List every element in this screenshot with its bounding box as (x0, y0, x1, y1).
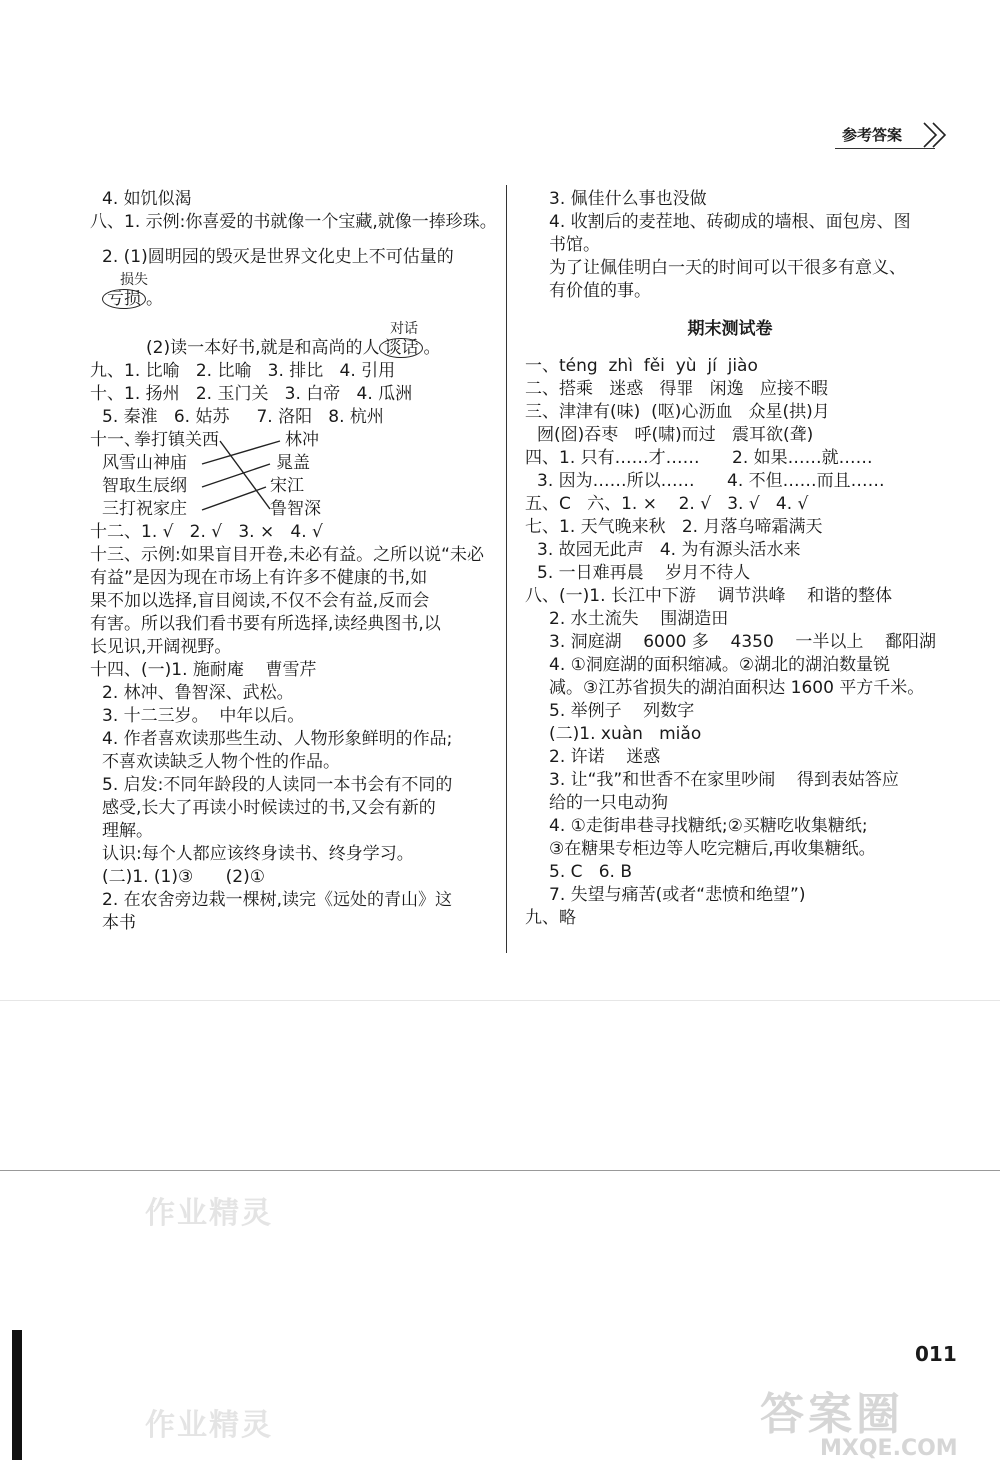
header-label: 参考答案 (842, 126, 903, 144)
answer-line: 2. 水土流失 围湖造田 (549, 609, 729, 629)
chevron-right-icon (920, 120, 956, 150)
answer-line: 5. C 6. B (549, 862, 632, 882)
answer-line: 感受,长大了再读小时候读过的书,又会有新的 (102, 798, 436, 818)
answer-line: 书馆。 (549, 235, 600, 255)
answer-line: 5. 秦淮 6. 姑苏 7. 洛阳 8. 杭州 (102, 407, 384, 427)
answer-line: 2. 在农舍旁边栽一棵树,读完《远处的青山》这 (102, 890, 453, 910)
answer-line: 7. 失望与痛苦(或者“悲愤和绝望”) (549, 885, 806, 905)
match-left-item: 智取生辰纲 (102, 476, 187, 496)
annotation-text: 对话 (390, 321, 418, 337)
header-rule (835, 148, 935, 149)
header-label-box (838, 120, 958, 150)
section-title: 期末测试卷 (687, 319, 773, 339)
answer-line: 七、1. 天气晚来秋 2. 月落乌啼霜满天 (525, 517, 823, 537)
answer-line: 3. 洞庭湖 6000 多 4350 一半以上 鄱阳湖 (549, 632, 937, 652)
match-right-item: 宋江 (270, 476, 304, 496)
answer-line: 3. 让“我”和世香不在家里吵闹 得到表姑答应 (549, 770, 899, 790)
watermark-logo-text: 答案圈 (760, 1389, 904, 1440)
watermark-url: MXQE.COM (820, 1436, 958, 1461)
answer-line: 5. 一日难再晨 岁月不待人 (537, 563, 751, 583)
answer-line: ③在糖果专柜边等人吃完糖后,再收集糖纸。 (549, 839, 876, 859)
matching-exercise (90, 429, 490, 521)
answer-line: 亏损 。 (90, 288, 490, 311)
match-right-item: 晁盖 (276, 453, 310, 473)
answer-line: 十四、(一)1. 施耐庵 曹雪芹 (90, 660, 317, 680)
answer-line: 二、搭乘 迷惑 得罪 闲逸 应接不暇 (525, 379, 828, 399)
match-left-item: 三打祝家庄 (102, 499, 187, 519)
column-divider (506, 185, 507, 953)
match-left-item: 风雪山神庙 (102, 453, 187, 473)
answer-line: 八、1. 示例:你喜爱的书就像一个宝藏,就像一捧珍珠。 (90, 212, 497, 232)
answer-line: 果不加以选择,盲目阅读,不仅不会有益,反而会 (90, 591, 430, 611)
answer-line: 4. ①走街串巷寻找糖纸;②买糖吃收集糖纸; (549, 816, 868, 836)
answer-line: 长见识,开阔视野。 (90, 637, 232, 657)
answer-line: 2. (1)圆明园的毁灭是世界文化史上不可估量的 (102, 247, 454, 267)
watermark-text: 作业精灵 (145, 1408, 273, 1443)
answer-line: 九、1. 比喻 2. 比喻 3. 排比 4. 引用 (90, 361, 396, 381)
answer-line: 三、津津有(味) (呕)心沥血 众星(拱)月 (525, 402, 830, 422)
answer-line: 减。③江苏省损失的湖泊面积达 1600 平方千米。 (549, 678, 925, 698)
page-number: 011 (915, 1342, 957, 1366)
answer-line: 4. 收割后的麦茬地、砖砌成的墙根、面包房、图 (549, 212, 911, 232)
answer-line: 五、C 六、1. × 2. √ 3. √ 4. √ (525, 494, 809, 514)
circled-word: 谈话 (379, 338, 423, 358)
answer-line: 有益”是因为现在市场上有许多不健康的书,如 (90, 568, 428, 588)
answer-line: (二)1. (1)③ (2)① (102, 867, 265, 887)
answer-line: 4. ①洞庭湖的面积缩减。②湖北的湖泊数量锐 (549, 655, 891, 675)
answer-line: 5. 启发:不同年龄段的人读同一本书会有不同的 (102, 775, 453, 795)
answer-line: 3. 故园无此声 4. 为有源头活水来 (537, 540, 801, 560)
circled-word: 亏损 (102, 289, 146, 309)
answer-line: 5. 举例子 列数字 (549, 701, 695, 721)
match-right-item: 林冲 (285, 430, 319, 450)
match-left-item: 拳打镇关西 (134, 430, 219, 450)
page-rule (0, 1170, 1000, 1171)
answer-line: 一、téng zhì fěi yù jí jiào (525, 356, 758, 376)
matching-lines (90, 429, 290, 521)
annotation-text: 损失 (120, 272, 148, 288)
answer-line: 八、(一)1. 长江中下游 调节洪峰 和谐的整体 (525, 586, 893, 606)
answer-line: 不喜欢读缺乏人物个性的作品。 (102, 752, 340, 772)
scan-edge (12, 1330, 22, 1460)
answer-line: 认识:每个人都应该终身读书、终身学习。 (102, 844, 414, 864)
answer-line: 2. 林冲、鲁智深、武松。 (102, 683, 294, 703)
answer-line: 为了让佩佳明白一天的时间可以干很多有意义、 (549, 258, 906, 278)
answer-line: 4. 作者喜欢读那些生动、人物形象鲜明的作品; (102, 729, 453, 749)
answer-line: 有价值的事。 (549, 281, 651, 301)
match-right-item: 鲁智深 (270, 499, 321, 519)
answer-line: 2. 许诺 迷惑 (549, 747, 661, 767)
answer-line: 九、略 (525, 908, 576, 928)
right-column (525, 188, 955, 930)
answer-line: 有害。所以我们看书要有所选择,读经典图书,以 (90, 614, 441, 634)
answer-line: 给的一只电动狗 (549, 793, 668, 813)
answer-line: (2)读一本好书,就是和高尚的人 谈话 。 (146, 338, 441, 358)
answer-line: (二)1. xuàn miǎo (549, 724, 702, 744)
answer-line: 十二、1. √ 2. √ 3. × 4. √ (90, 522, 323, 542)
answer-line: 3. 因为……所以…… 4. 不但……而且…… (537, 471, 885, 491)
answer-line: 囫(囵)吞枣 呼(啸)而过 震耳欲(聋) (537, 425, 814, 445)
answer-line: 3. 十二三岁。 中年以后。 (102, 706, 305, 726)
match-prefix: 十一、 (90, 430, 141, 450)
answer-line: 十三、示例:如果盲目开卷,未必有益。之所以说“未必 (90, 545, 484, 565)
answer-line: 4. 如饥似渴 (102, 189, 192, 209)
faint-rule (0, 1000, 1000, 1001)
answer-line: 3. 佩佳什么事也没做 (549, 189, 707, 209)
answer-line: 十、1. 扬州 2. 玉门关 3. 白帝 4. 瓜洲 (90, 384, 413, 404)
answer-line: 四、1. 只有……才…… 2. 如果……就…… (525, 448, 873, 468)
left-column (90, 188, 497, 935)
answer-line: 理解。 (102, 821, 153, 841)
watermark-logo (740, 1378, 980, 1468)
answer-line: 本书 (102, 913, 136, 933)
watermark-text: 作业精灵 (145, 1196, 273, 1231)
